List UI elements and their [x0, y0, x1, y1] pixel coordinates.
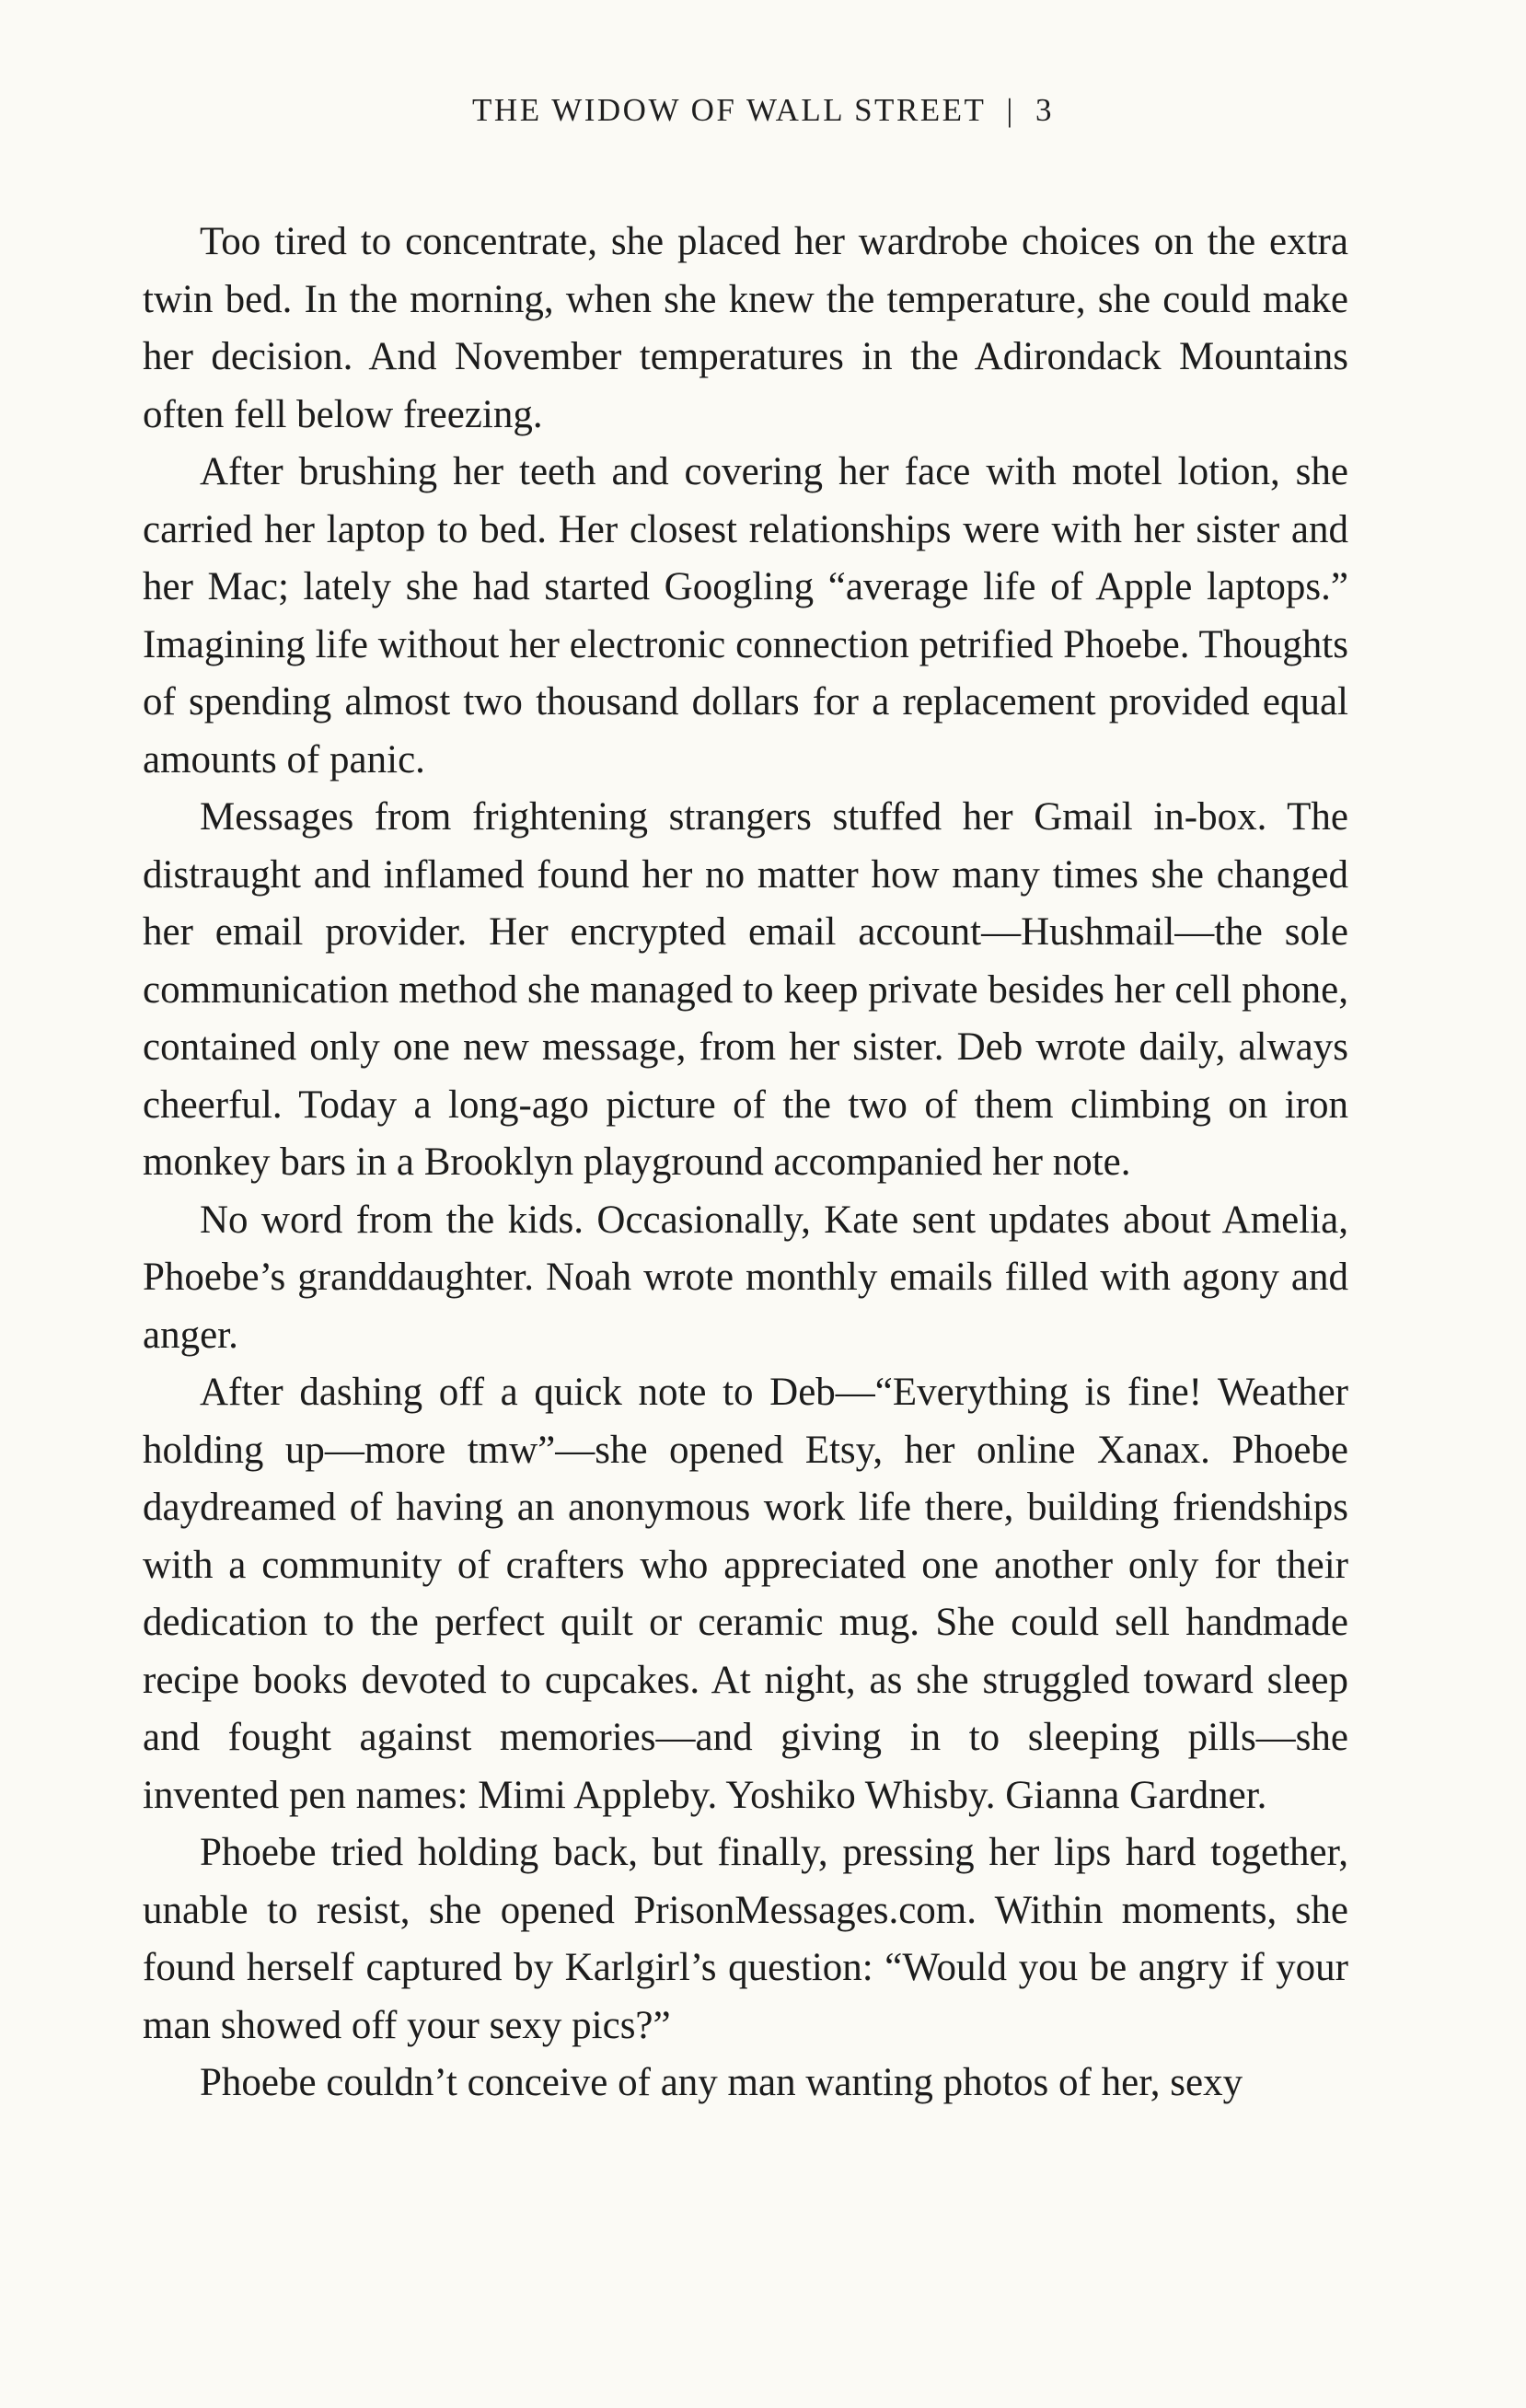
paragraph: After brushing her teeth and covering her face with motel lotion, she carried her laptop to bed. Her closest relationships were with her sister and her Mac; lately she had started Googling “average life of Apple laptops.” Imagining life without her electronic connection petrified Phoebe. Thoughts of spending almost two thousand dollars for a replacement provided equal amounts of panic. — [143, 450, 1348, 781]
paragraph: Phoebe tried holding back, but finally, pressing her lips hard together, unable to resist, she opened PrisonMessages.com. Within moments, she found herself captured by Karlgirl’s question: “Would you be angry if your man showed off your sexy pics?” — [143, 1831, 1348, 2047]
page-number: 3 — [1035, 92, 1054, 128]
paragraph: Phoebe couldn’t conceive of any man wanting photos of her, sexy — [200, 2061, 1243, 2104]
running-head — [0, 92, 1526, 129]
paragraph: Messages from frightening strangers stuffed her Gmail in-box. The distraught and inflamed found her no matter how many times she changed her email provider. Her encrypted email account—Hushmail—the sole communication method she managed to keep private besides her cell phone, contained only one new message, from her sister. Deb wrote daily, always cheerful. Today a long-ago picture of the two of them climbing on iron monkey bars in a Brooklyn playground accompanied her note. — [143, 795, 1348, 1184]
paragraph: Too tired to concentrate, she placed her wardrobe choices on the extra twin bed. In the morning, when she knew the temperature, she could make her decision. And November temperatures in the Adirondack Mountains often fell below freezing. — [143, 220, 1348, 436]
body-text — [143, 214, 1348, 2113]
paragraph: No word from the kids. Occasionally, Kate sent updates about Amelia, Phoebe’s granddaughter. Noah wrote monthly emails filled with agony and anger. — [143, 1198, 1348, 1357]
paragraph: After dashing off a quick note to Deb—“Everything is fine! Weather holding up—more tmw”—she opened Etsy, her online Xanax. Phoebe daydreamed of having an anonymous work life there, building friendships with a community of crafters who appreciated one another only for their dedication to the perfect quilt or ceramic mug. She could sell handmade recipe books devoted to cupcakes. At night, as she struggled toward sleep and fought against memories—and giving in to sleeping pills—she invented pen names: Mimi Appleby. Yoshiko Whisby. Gianna Gardner. — [143, 1371, 1348, 1817]
header-separator: | — [1006, 92, 1015, 128]
book-title: THE WIDOW OF WALL STREET — [472, 92, 987, 128]
